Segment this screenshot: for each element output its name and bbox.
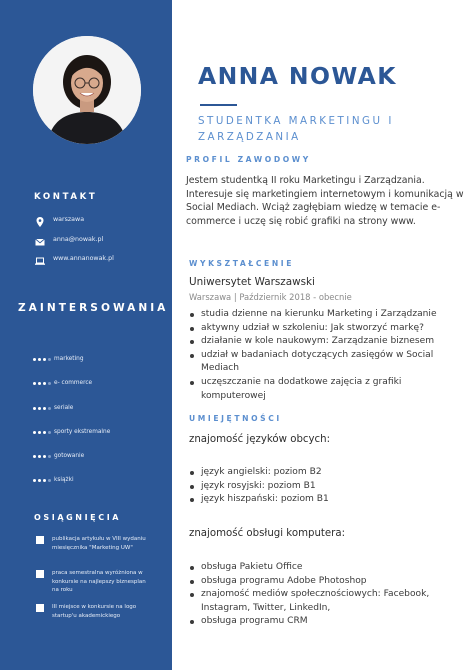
square-bullet-icon — [36, 536, 44, 544]
level-dot — [33, 431, 36, 434]
level-dot — [38, 407, 41, 410]
level-dot — [43, 358, 46, 361]
interest-label: e- commerce — [54, 380, 93, 386]
skills-section-title: UMIEJĘTNOŚCI — [189, 414, 282, 423]
interest-item — [33, 378, 92, 388]
profile-photo — [33, 36, 141, 144]
list-item: język angielski: poziom B2 — [188, 466, 450, 480]
education-list — [188, 308, 450, 403]
skill-level-dots — [33, 431, 52, 434]
level-dot — [33, 407, 36, 410]
level-dot — [38, 479, 41, 482]
list-item: studia dzienne na kierunku Marketing i Zarządzanie — [188, 308, 450, 322]
achievement-item — [36, 569, 152, 595]
languages-list — [188, 466, 450, 507]
interest-item — [33, 354, 84, 364]
contact-title: KONTAKT — [34, 192, 98, 202]
interest-label: marketing — [54, 356, 84, 362]
list-item: obsługa Pakietu Office — [188, 561, 450, 575]
profile-section-title: PROFIL ZAWODOWY — [186, 155, 311, 164]
level-dot — [38, 431, 41, 434]
level-dot — [43, 407, 46, 410]
level-dot — [43, 431, 46, 434]
interest-item — [33, 451, 84, 461]
level-dot — [38, 455, 41, 458]
contact-location-text: warszawa — [53, 215, 85, 223]
square-bullet-icon — [36, 604, 44, 612]
achievements-title: OSIĄGNIĘCIA — [34, 513, 122, 522]
achievement-text: praca semestralna wyróżniona w konkursie na najlepszy biznesplan na roku — [52, 570, 146, 594]
computer-list — [188, 561, 450, 629]
square-bullet-icon — [36, 570, 44, 578]
contact-email[interactable] — [34, 232, 104, 246]
list-item: język hiszpański: poziom B1 — [188, 493, 450, 507]
interest-item — [33, 403, 73, 413]
level-dot — [38, 358, 41, 361]
interest-label: gotowanie — [54, 453, 85, 459]
list-item: uczęszczanie na dodatkowe zajęcia z grafiki komputerowej — [188, 376, 450, 403]
job-subtitle: STUDENTKA MARKETINGU I ZARZĄDZANIA — [198, 115, 394, 143]
location-pin-icon — [34, 213, 46, 225]
level-dot — [33, 382, 36, 385]
level-dot — [43, 382, 46, 385]
education-section-title: WYKSZTAŁCENIE — [189, 259, 295, 268]
list-item: aktywny udział w szkoleniu: Jak stworzyć markę? — [188, 322, 450, 336]
languages-subtitle: znajomość języków obcych: — [189, 434, 331, 445]
name-divider — [200, 104, 237, 106]
contact-website-text[interactable]: www.annanowak.pl — [53, 254, 114, 262]
list-item: znajomość mediów społecznościowych: Facebook, Instagram, Twitter, LinkedIn, — [188, 588, 450, 615]
contact-email-text[interactable]: anna@nowak.pl — [53, 235, 104, 243]
level-dot — [48, 407, 51, 410]
level-dot — [48, 479, 51, 482]
contact-location — [34, 212, 85, 226]
computer-subtitle: znajomość obsługi komputera: — [189, 528, 346, 539]
achievement-text: publikacja artykułu w VIII wydaniu miesięcznika "Marketing UW" — [52, 536, 146, 551]
level-dot — [33, 455, 36, 458]
list-item: obsługa programu CRM — [188, 615, 450, 629]
interest-label: książki — [54, 477, 74, 483]
achievement-item — [36, 603, 152, 620]
level-dot — [48, 358, 51, 361]
level-dot — [33, 479, 36, 482]
achievement-text: III miejsce w konkursie na logo startup'u akademickiego — [52, 604, 137, 619]
interest-item — [33, 427, 110, 437]
level-dot — [48, 382, 51, 385]
sidebar — [0, 0, 172, 670]
list-item: obsługa programu Adobe Photoshop — [188, 575, 450, 589]
level-dot — [38, 382, 41, 385]
interests-title: ZAINTERSOWANIA — [18, 302, 169, 314]
level-dot — [43, 455, 46, 458]
interest-label: sporty ekstremalne — [54, 429, 111, 435]
person-name: ANNA NOWAK — [198, 62, 397, 90]
laptop-icon — [34, 252, 46, 264]
interest-label: seriale — [54, 405, 74, 411]
list-item: język rosyjski: poziom B1 — [188, 480, 450, 494]
level-dot — [48, 455, 51, 458]
skill-level-dots — [33, 358, 52, 361]
envelope-icon — [34, 233, 46, 245]
skill-level-dots — [33, 455, 52, 458]
skill-level-dots — [33, 479, 52, 482]
contact-website[interactable] — [34, 251, 114, 265]
interest-item — [33, 475, 74, 485]
achievement-item — [36, 535, 152, 552]
education-date: Warszawa | Październik 2018 - obecnie — [189, 292, 352, 302]
list-item: działanie w kole naukowym: Zarządzanie biznesem — [188, 335, 450, 349]
skill-level-dots — [33, 382, 52, 385]
level-dot — [33, 358, 36, 361]
list-item: udział w badaniach dotyczących zasięgów w Social Mediach — [188, 349, 450, 376]
level-dot — [43, 479, 46, 482]
education-school: Uniwersytet Warszawski — [189, 276, 315, 288]
level-dot — [48, 431, 51, 434]
profile-summary: Jestem studentką II roku Marketingu i Zarządzania. Interesuje się marketingiem internetowym i komunikacją w Social Mediach. Wciąż zagłębiam wiedzę w temacie e-commerce i uczę się robić grafiki na strony www. — [186, 175, 464, 227]
skill-level-dots — [33, 407, 52, 410]
